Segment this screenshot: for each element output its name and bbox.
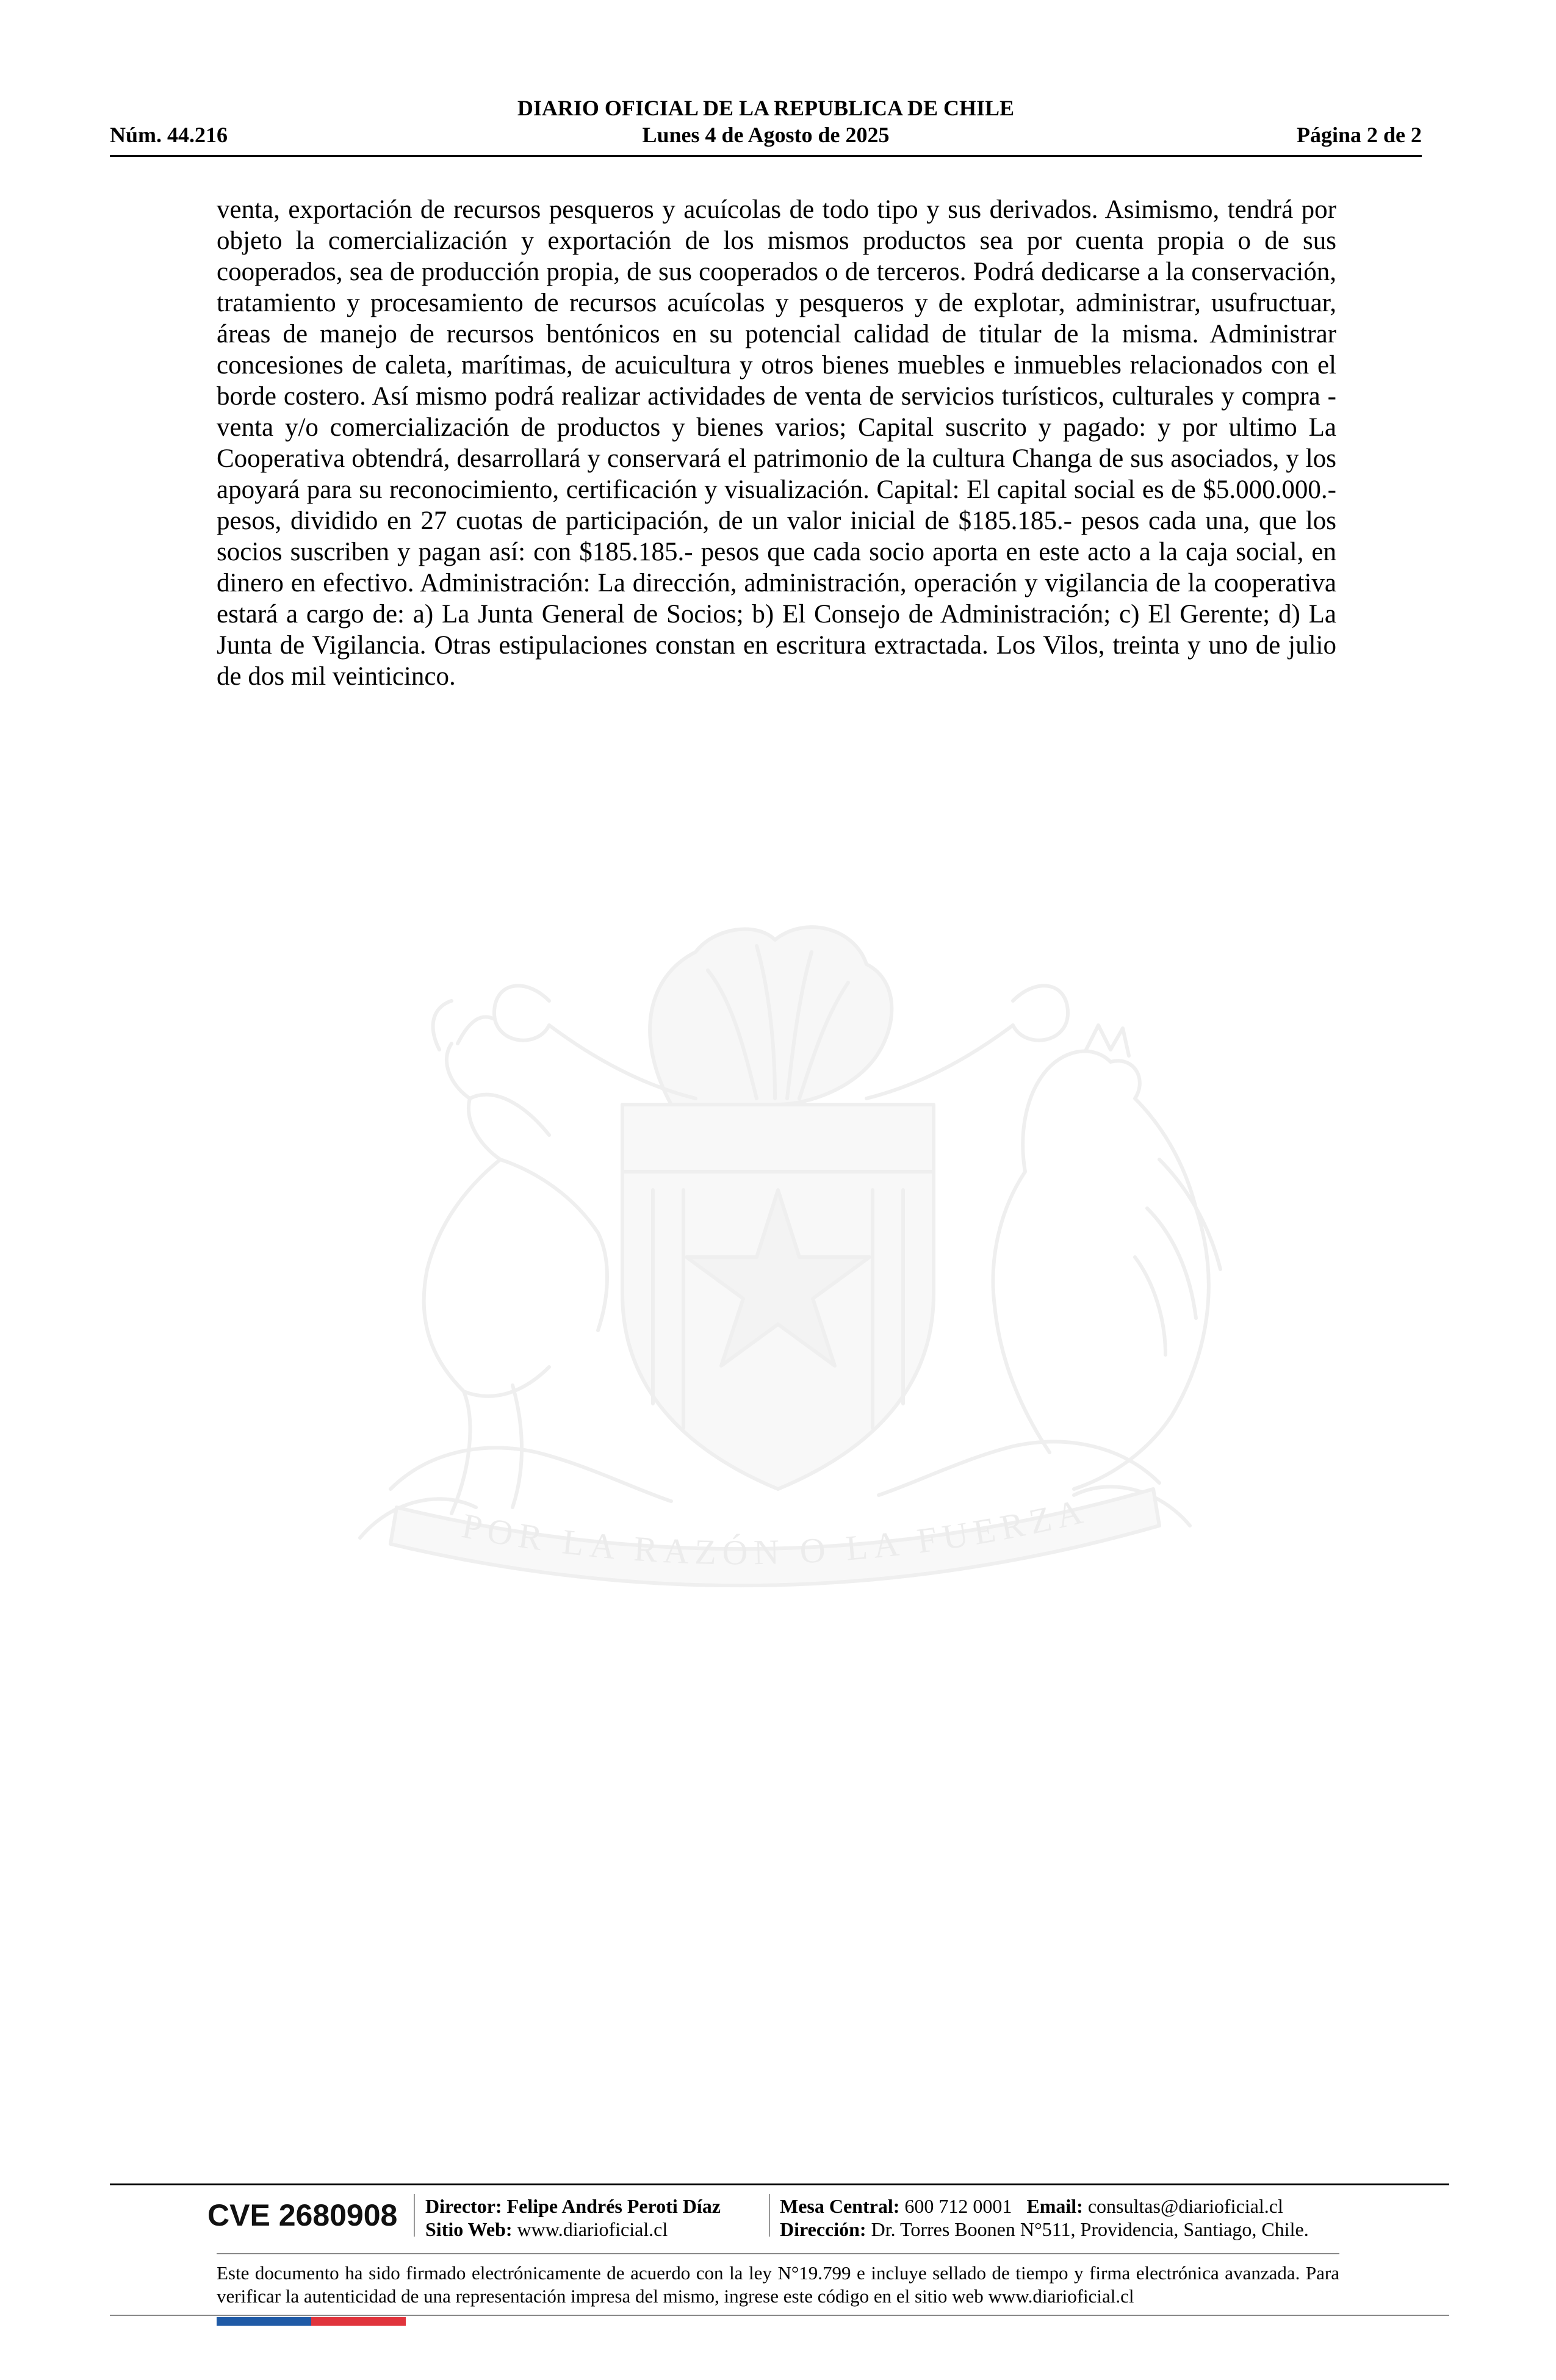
footer-separator bbox=[769, 2194, 770, 2237]
issue-date: Lunes 4 de Agosto de 2025 bbox=[642, 123, 890, 147]
page-header bbox=[110, 95, 1422, 156]
body-paragraph: venta, exportación de recursos pesqueros y acuícolas de todo tipo y sus derivados. Asimismo, tendrá por objeto la comercialización y exportación de los mismos productos sea por cuenta propia o de sus cooperados, sea de producción propia, de sus cooperados o de terceros. Podrá dedicarse a la conservación, tratamiento y procesamiento de recursos acuícolas y pesqueros y de explotar, administrar, usufructuar, áreas de manejo de recursos bentónicos en su potencial calidad de titular de la misma. Administrar concesiones de caleta, marítimas, de acuicultura y otros bienes muebles e inmuebles relacionados con el borde costero. Así mismo podrá realizar actividades de venta de servicios turísticos, culturales y compra -venta y/o comercialización de productos y bienes varios; Capital suscrito y pagado: y por ultimo La Cooperativa obtendrá, desarrollará y conservará el patrimonio de la cultura Changa de sus asociados, y los apoyará para su reconocimiento, certificación y visualización. Capital: El capital social es de $5.000.000.- pesos, dividido en 27 cuotas de participación, de un valor inicial de $185.185.- pesos cada una, que los socios suscriben y pagan así: con $185.185.- pesos que cada socio aporta en este acto a la caja social, en dinero en efectivo. Administración: La dirección, administración, operación y vigilancia de la cooperativa estará a cargo de: a) La Junta General de Socios; b) El Consejo de Administración; c) El Gerente; d) La Junta de Vigilancia. Otras estipulaciones constan en escritura extractada. Los Vilos, treinta y uno de julio de dos mil veinticinco. bbox=[217, 195, 1336, 691]
mesa-phone: 600 712 0001 bbox=[904, 2195, 1012, 2217]
footer-divider-top bbox=[110, 2183, 1449, 2185]
website-link[interactable]: www.diarioficial.cl bbox=[517, 2218, 668, 2240]
director-name: Felipe Andrés Peroti Díaz bbox=[506, 2195, 721, 2217]
cve-code: CVE 2680908 bbox=[207, 2198, 398, 2232]
flag-red-segment bbox=[311, 2317, 406, 2326]
director-label: Director: bbox=[425, 2195, 502, 2217]
header-divider bbox=[110, 155, 1422, 157]
publication-title: DIARIO OFICIAL DE LA REPUBLICA DE CHILE bbox=[517, 96, 1015, 120]
page-indicator: Página 2 de 2 bbox=[1296, 123, 1422, 147]
footer-director-block bbox=[425, 2194, 721, 2241]
email-label: Email: bbox=[1026, 2195, 1083, 2217]
address-text: Dr. Torres Boonen N°511, Providencia, Santiago, Chile. bbox=[871, 2218, 1309, 2240]
email-link[interactable]: consultas@diarioficial.cl bbox=[1087, 2195, 1283, 2217]
flag-blue-segment bbox=[217, 2317, 311, 2326]
signature-note: Este documento ha sido firmado electrónicamente de acuerdo con la ley N°19.799 e incluye sellado de tiempo y firma electrónica avanzada. Para verificar la autenticidad de una representación impresa del mismo, ingrese este código en el sitio web www.diarioficial.cl bbox=[217, 2262, 1339, 2307]
chile-coat-of-arms-icon bbox=[207, 903, 1342, 1672]
footer-separator bbox=[414, 2194, 415, 2237]
mesa-label: Mesa Central: bbox=[780, 2195, 900, 2217]
address-label: Dirección: bbox=[780, 2218, 866, 2240]
motto-text: POR LA RAZÓN O LA FUERZA bbox=[459, 1490, 1092, 1573]
footer-divider-mid bbox=[217, 2253, 1339, 2254]
footer-contact-block bbox=[780, 2194, 1309, 2241]
website-label: Sitio Web: bbox=[425, 2218, 513, 2240]
footer-divider-bottom bbox=[110, 2315, 1449, 2316]
issue-number: Núm. 44.216 bbox=[110, 123, 228, 147]
flag-color-bar bbox=[217, 2317, 406, 2326]
